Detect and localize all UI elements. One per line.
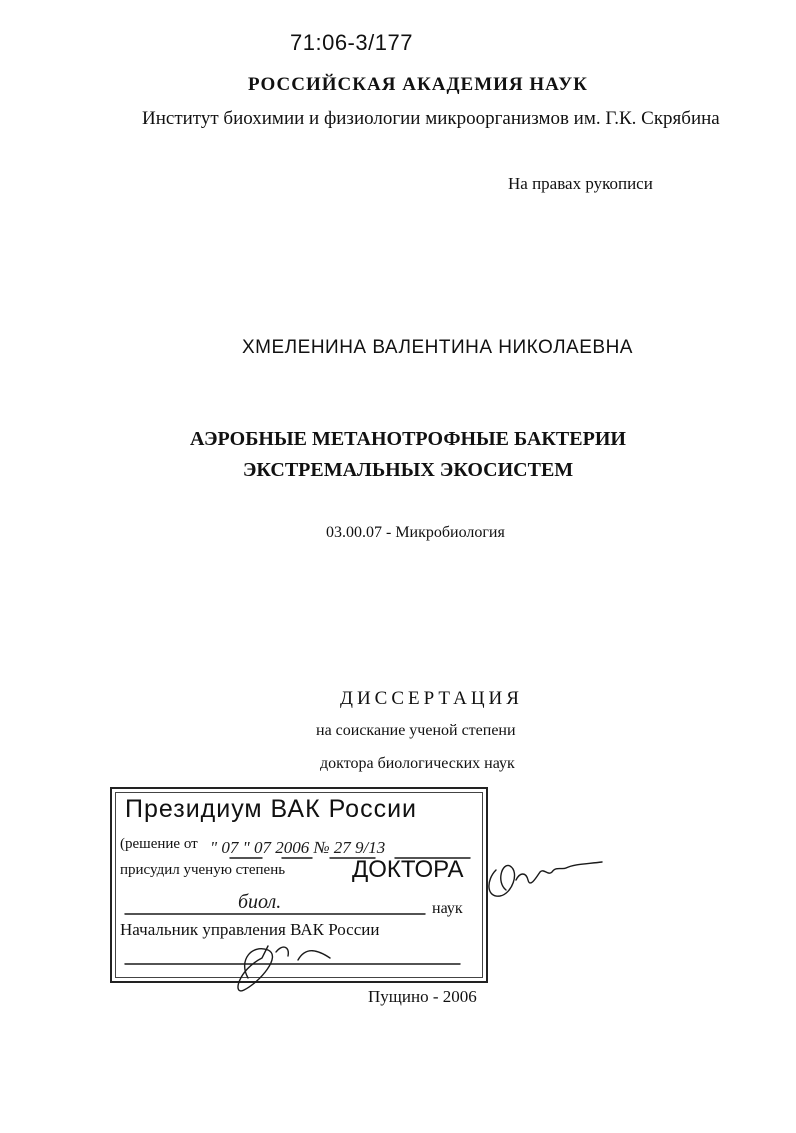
- dissertation-title-line2: ЭКСТРЕМАЛЬНЫХ ЭКОСИСТЕМ: [242, 459, 574, 481]
- stamp-head-title: Начальник управления ВАК России: [120, 920, 380, 939]
- stamp-awarded-text: присудил ученую степень: [120, 862, 286, 878]
- stamp-sciences: наук: [432, 900, 463, 917]
- catalog-number: 71:06-3/177: [290, 30, 413, 55]
- degree-purpose-line2: доктора биологических наук: [320, 755, 515, 772]
- degree-purpose-line1: на соискание ученой степени: [316, 722, 516, 739]
- academy-name: РОССИЙСКАЯ АКАДЕМИЯ НАУК: [248, 74, 588, 95]
- stamp-decision-date: " 07 " 07 2006 № 27 9/13: [210, 838, 386, 857]
- head-signature-icon: [238, 946, 330, 991]
- institute-name: Институт биохимии и физиологии микроорганизмов им. Г.К. Скрябина: [142, 108, 720, 129]
- stamp-field-handwritten: биол.: [238, 891, 282, 913]
- rights-note: На правах рукописи: [508, 174, 653, 193]
- dissertation-title-line1: АЭРОБНЫЕ МЕТАНОТРОФНЫЕ БАКТЕРИИ: [190, 428, 626, 450]
- specialty-code: 03.00.07 - Микробиология: [326, 524, 505, 541]
- side-signature-icon: [489, 862, 602, 896]
- stamp-decision-prefix: (решение от: [120, 836, 198, 852]
- author-name: ХМЕЛЕНИНА ВАЛЕНТИНА НИКОЛАЕВНА: [242, 337, 633, 358]
- document-type: ДИССЕРТАЦИЯ: [340, 688, 523, 709]
- stamp-title: Президиум ВАК России: [125, 795, 417, 823]
- city-year: Пущино - 2006: [368, 987, 477, 1006]
- stamp-degree: ДОКТОРА: [352, 856, 464, 883]
